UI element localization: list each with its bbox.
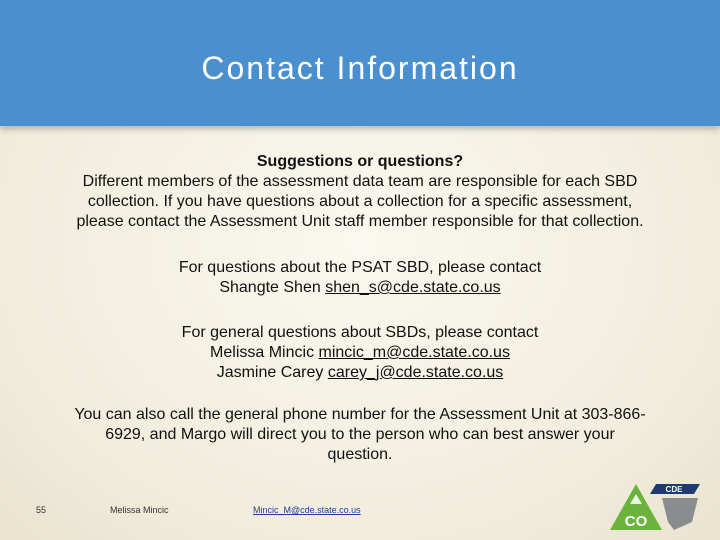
- psat-contact-line: For questions about the PSAT SBD, please contact: [178, 259, 542, 276]
- slide-body: [30, 152, 690, 465]
- psat-contact-email-link[interactable]: shen_s@cde.state.co.us: [325, 279, 501, 296]
- title-bar: [0, 0, 720, 126]
- phone-line-3: question.: [327, 446, 393, 463]
- psat-contact: [30, 278, 690, 298]
- slide-title: Contact Information: [201, 50, 519, 86]
- footer-email-link[interactable]: Mincic_M@cde.state.co.us: [253, 505, 361, 515]
- intro-line-2: collection. If you have questions about a collection for a specific assessment,: [87, 193, 633, 210]
- logo-top-text: CDE: [665, 485, 683, 494]
- psat-contact-name: Shangte Shen: [219, 279, 321, 296]
- section-heading: Suggestions or questions?: [256, 153, 464, 170]
- general-contact-2-name: Jasmine Carey: [216, 364, 324, 381]
- general-contact-2-email-link[interactable]: carey_j@cde.state.co.us: [327, 364, 504, 381]
- phone-line-2: 6929, and Margo will direct you to the person who can best answer your: [105, 426, 615, 443]
- general-contact-1-email-link[interactable]: mincic_m@cde.state.co.us: [318, 344, 510, 361]
- logo-bottom-text: CO: [624, 513, 648, 530]
- intro-line-1: Different members of the assessment data team are responsible for each SBD: [82, 173, 638, 190]
- general-contact-1: [30, 343, 690, 363]
- cde-logo-icon: [610, 482, 700, 532]
- general-contact-2: [30, 363, 690, 383]
- intro-line-3: please contact the Assessment Unit staff member responsible for that collection.: [76, 213, 644, 230]
- logo-gray-hex: [662, 498, 698, 530]
- phone-line-1: You can also call the general phone number for the Assessment Unit at 303-866-: [74, 406, 646, 423]
- page-number: 55: [36, 505, 47, 515]
- general-contact-line: For general questions about SBDs, please contact: [181, 324, 539, 341]
- presenter-name: Melissa Mincic: [110, 505, 169, 515]
- general-contact-1-name: Melissa Mincic: [210, 344, 315, 361]
